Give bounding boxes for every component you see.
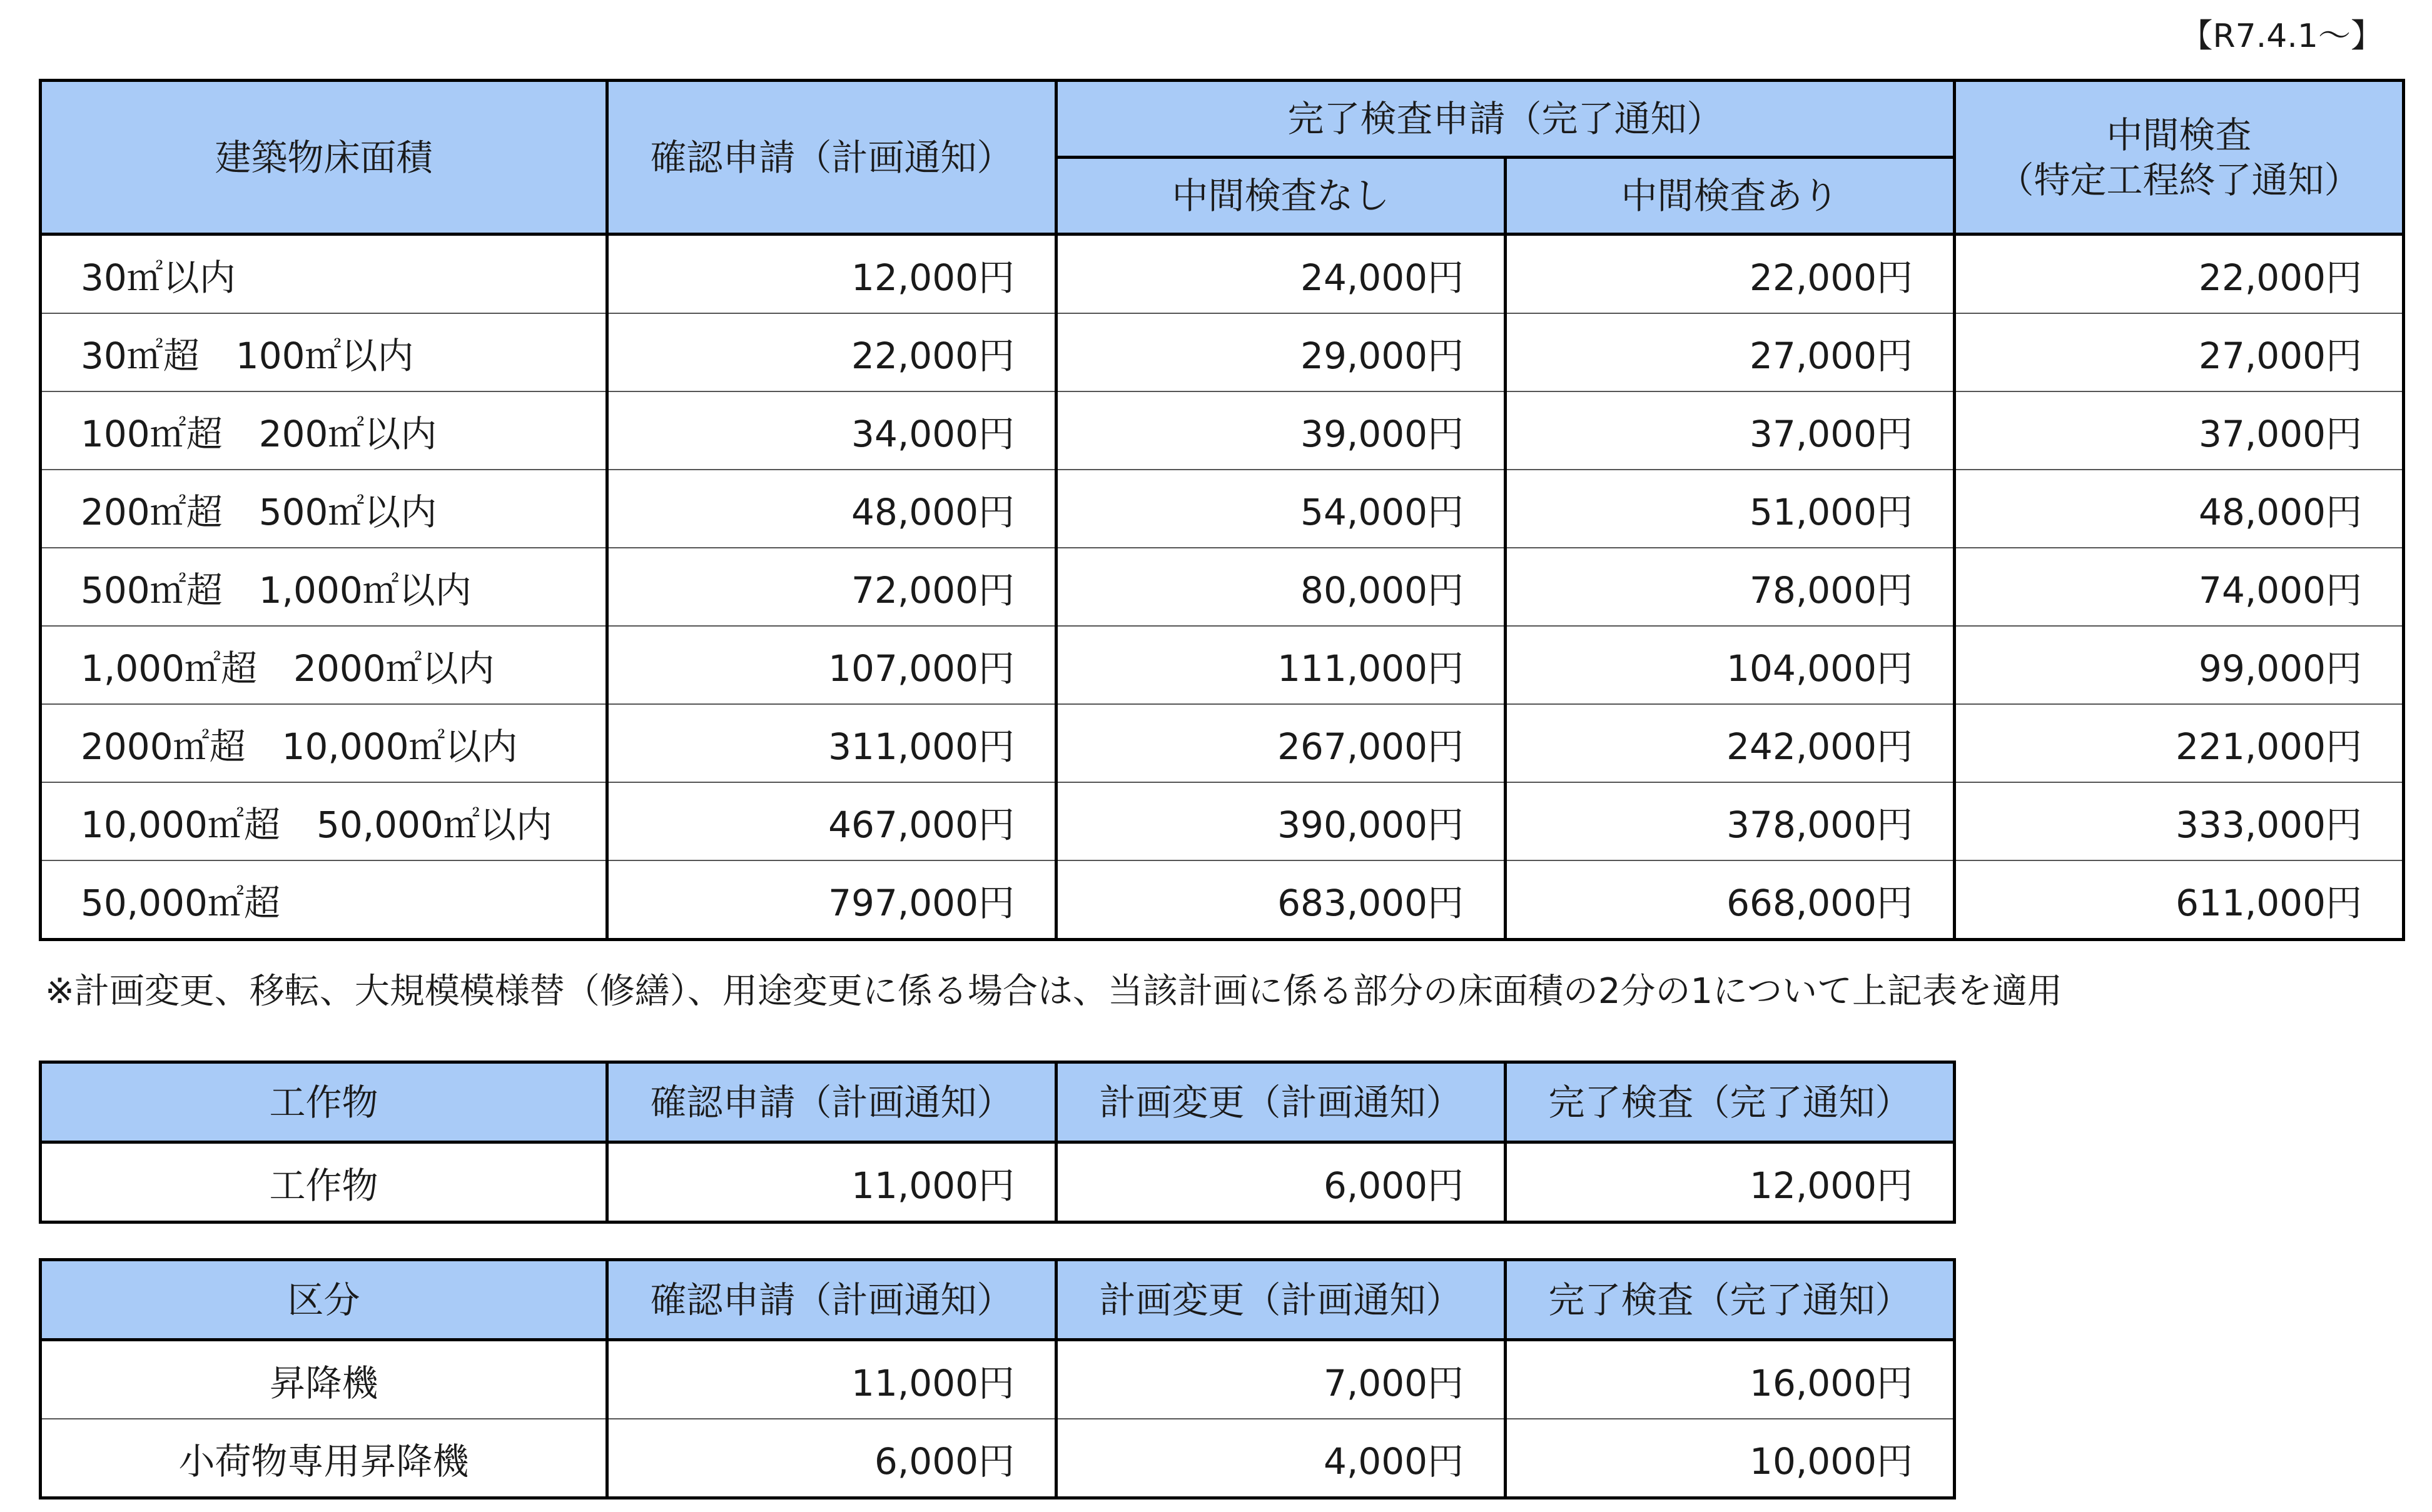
completion-with-interim-fee-cell: 37,000円 [1506,391,1955,470]
floor-area-cell: 100㎡超 200㎡以内 [41,391,607,470]
completion-with-interim-fee-cell: 27,000円 [1506,313,1955,391]
elevator-fee-table [39,1258,1956,1499]
confirmation-fee-cell: 22,000円 [607,313,1056,391]
plan-change-fee-cell: 6,000円 [1056,1142,1506,1222]
completion-no-interim-fee-cell: 267,000円 [1056,704,1506,782]
completion-with-interim-fee-cell: 51,000円 [1506,470,1955,548]
table-row [41,313,2404,391]
confirmation-fee-cell: 48,000円 [607,470,1056,548]
interim-fee-cell: 333,000円 [1955,782,2404,860]
interim-fee-cell: 74,000円 [1955,548,2404,626]
header-confirmation: 確認申請（計画通知） [607,1062,1056,1142]
footnote: ※計画変更、移転、大規模模様替（修繕）、用途変更に係る場合は、当該計画に係る部分の床面積の2分の1について上記表を適用 [45,971,2063,1012]
floor-area-cell: 50,000㎡超 [41,860,607,940]
header-plan-change: 計画変更（計画通知） [1056,1062,1506,1142]
interim-fee-cell: 99,000円 [1955,626,2404,704]
completion-fee-cell: 16,000円 [1506,1340,1955,1419]
structure-fee-table [39,1061,1956,1224]
completion-with-interim-fee-cell: 22,000円 [1506,234,1955,314]
floor-area-cell: 200㎡超 500㎡以内 [41,470,607,548]
header-floor-area: 建築物床面積 [41,81,607,234]
confirmation-fee-cell: 6,000円 [607,1419,1056,1498]
interim-fee-cell: 221,000円 [1955,704,2404,782]
confirmation-fee-cell: 34,000円 [607,391,1056,470]
interim-fee-cell: 48,000円 [1955,470,2404,548]
header-interim-line2: （特定工程終了通知） [1997,158,2361,201]
completion-with-interim-fee-cell: 378,000円 [1506,782,1955,860]
table-row [41,1340,1955,1419]
header-completion-no-interim: 中間検査なし [1056,158,1506,234]
table-row [41,234,2404,314]
confirmation-fee-cell: 11,000円 [607,1340,1056,1419]
header-confirmation: 確認申請（計画通知） [607,81,1056,234]
header-category: 工作物 [41,1062,607,1142]
plan-change-fee-cell: 4,000円 [1056,1419,1506,1498]
header-interim [1955,81,2404,234]
completion-no-interim-fee-cell: 54,000円 [1056,470,1506,548]
completion-with-interim-fee-cell: 242,000円 [1506,704,1955,782]
completion-fee-cell: 10,000円 [1506,1419,1955,1498]
completion-fee-cell: 12,000円 [1506,1142,1955,1222]
completion-with-interim-fee-cell: 78,000円 [1506,548,1955,626]
building-fee-table [39,79,2405,941]
table-row [41,1419,1955,1498]
header-interim-line1: 中間検査 [2106,113,2252,156]
table-row [41,391,2404,470]
confirmation-fee-cell: 107,000円 [607,626,1056,704]
table-row [41,704,2404,782]
table-row [41,1142,1955,1222]
table-row [41,626,2404,704]
interim-fee-cell: 37,000円 [1955,391,2404,470]
confirmation-fee-cell: 12,000円 [607,234,1056,314]
completion-no-interim-fee-cell: 39,000円 [1056,391,1506,470]
confirmation-fee-cell: 11,000円 [607,1142,1056,1222]
floor-area-cell: 2000㎡超 10,000㎡以内 [41,704,607,782]
floor-area-cell: 10,000㎡超 50,000㎡以内 [41,782,607,860]
floor-area-cell: 1,000㎡超 2000㎡以内 [41,626,607,704]
category-cell: 工作物 [41,1142,607,1222]
table-row [41,548,2404,626]
header-completion-with-interim: 中間検査あり [1506,158,1955,234]
interim-fee-cell: 611,000円 [1955,860,2404,940]
floor-area-cell: 500㎡超 1,000㎡以内 [41,548,607,626]
completion-no-interim-fee-cell: 29,000円 [1056,313,1506,391]
confirmation-fee-cell: 311,000円 [607,704,1056,782]
header-confirmation: 確認申請（計画通知） [607,1260,1056,1340]
completion-no-interim-fee-cell: 24,000円 [1056,234,1506,314]
header-category: 区分 [41,1260,607,1340]
header-completion: 完了検査申請（完了通知） [1056,81,1955,158]
completion-with-interim-fee-cell: 104,000円 [1506,626,1955,704]
header-completion: 完了検査（完了通知） [1506,1062,1955,1142]
floor-area-cell: 30㎡超 100㎡以内 [41,313,607,391]
confirmation-fee-cell: 797,000円 [607,860,1056,940]
effective-date-label: 【R7.4.1～】 [2180,18,2383,55]
category-cell: 昇降機 [41,1340,607,1419]
confirmation-fee-cell: 467,000円 [607,782,1056,860]
completion-no-interim-fee-cell: 80,000円 [1056,548,1506,626]
completion-no-interim-fee-cell: 683,000円 [1056,860,1506,940]
completion-no-interim-fee-cell: 390,000円 [1056,782,1506,860]
confirmation-fee-cell: 72,000円 [607,548,1056,626]
interim-fee-cell: 27,000円 [1955,313,2404,391]
header-completion: 完了検査（完了通知） [1506,1260,1955,1340]
table-row [41,782,2404,860]
floor-area-cell: 30㎡以内 [41,234,607,314]
table-row [41,470,2404,548]
table-row [41,860,2404,940]
completion-with-interim-fee-cell: 668,000円 [1506,860,1955,940]
interim-fee-cell: 22,000円 [1955,234,2404,314]
completion-no-interim-fee-cell: 111,000円 [1056,626,1506,704]
header-plan-change: 計画変更（計画通知） [1056,1260,1506,1340]
plan-change-fee-cell: 7,000円 [1056,1340,1506,1419]
category-cell: 小荷物専用昇降機 [41,1419,607,1498]
